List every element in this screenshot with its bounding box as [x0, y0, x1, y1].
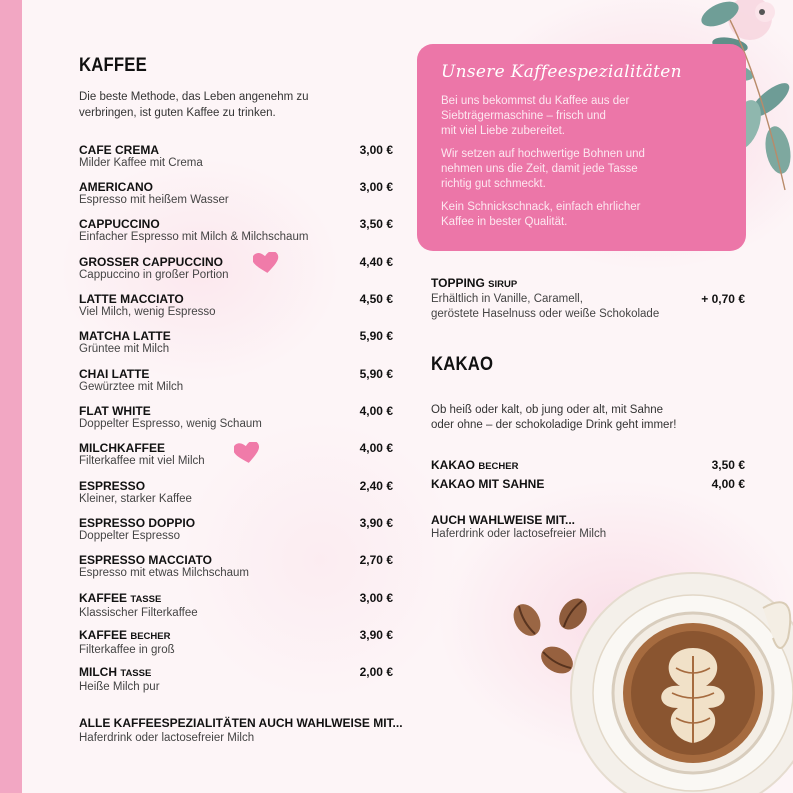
item-name: GROSSER CAPPUCCINO — [79, 255, 224, 269]
item-price: 2,00 € — [359, 665, 393, 679]
item-desc: Filterkaffee in groß — [79, 644, 175, 656]
item-desc: Viel Milch, wenig Espresso — [79, 306, 216, 318]
item-desc: Grüntee mit Milch — [79, 343, 170, 355]
item-name: TOPPING SIRUP — [431, 276, 518, 290]
specials-paragraph: Wir setzen auf hochwertige Bohnen und nehmen uns die Zeit, damit jede Tasse richtig gut schmeckt. — [441, 148, 645, 190]
kaffee-alternatives — [79, 716, 439, 746]
item-name: CAFE CREMA — [79, 143, 159, 157]
menu-item — [79, 143, 395, 170]
kakao-intro-line: oder ohne – der schokoladige Drink geht immer! — [431, 419, 677, 431]
item-desc: Espresso mit etwas Milchschaum — [79, 567, 249, 579]
item-name: AMERICANO — [79, 180, 153, 194]
kaffee-intro — [79, 89, 309, 121]
item-price: 4,00 € — [711, 477, 745, 491]
specials-title: Unsere Kaffeespezialitäten — [441, 62, 682, 82]
item-name: MILCHKAFFEE — [79, 441, 165, 455]
item-price: 4,00 € — [359, 404, 393, 418]
left-pink-stripe — [0, 0, 22, 793]
item-price: 3,90 € — [359, 628, 393, 642]
kakao-heading: KAKAO — [431, 354, 494, 375]
menu-item — [79, 516, 395, 543]
menu-item — [79, 180, 395, 207]
kaffee-intro-line: verbringen, ist guten Kaffee zu trinken. — [79, 107, 276, 119]
alternatives-title: ALLE KAFFEESPEZIALITÄTEN AUCH WAHLWEISE MIT... — [79, 716, 403, 730]
specials-box — [417, 44, 746, 251]
item-name: KAKAO BECHER — [431, 458, 519, 472]
item-price: 4,50 € — [359, 292, 393, 306]
item-price: 4,40 € — [359, 255, 393, 269]
item-name: FLAT WHITE — [79, 404, 151, 418]
menu-item — [79, 553, 395, 580]
kaffee-intro-line: Die beste Methode, das Leben angenehm zu — [79, 91, 309, 103]
kakao-alternatives — [431, 513, 745, 542]
heart-icon — [253, 252, 279, 274]
alternatives-desc: Haferdrink oder lactosefreier Milch — [431, 528, 607, 540]
alternatives-desc: Haferdrink oder lactosefreier Milch — [79, 732, 255, 744]
item-size: SIRUP — [488, 279, 518, 290]
item-name: ESPRESSO MACCIATO — [79, 553, 212, 567]
kakao-intro — [431, 403, 676, 433]
item-price: + 0,70 € — [701, 292, 745, 306]
menu-item — [79, 292, 395, 319]
item-desc: Filterkaffee mit viel Milch — [79, 455, 205, 467]
item-desc: Einfacher Espresso mit Milch & Milchschaum — [79, 231, 309, 243]
item-desc: Gewürztee mit Milch — [79, 381, 184, 393]
menu-item — [431, 477, 745, 491]
item-size: BECHER — [478, 461, 519, 472]
menu-item — [79, 404, 395, 431]
item-desc: Kleiner, starker Kaffee — [79, 493, 192, 505]
item-price: 3,00 € — [359, 143, 393, 157]
menu-item — [79, 217, 395, 244]
item-desc: Heiße Milch pur — [79, 681, 160, 693]
menu-item — [79, 665, 395, 694]
item-desc: Espresso mit heißem Wasser — [79, 194, 229, 206]
item-name: MATCHA LATTE — [79, 329, 171, 343]
item-price: 3,50 € — [711, 458, 745, 472]
item-name: LATTE MACCIATO — [79, 292, 184, 306]
item-desc: Erhältlich in Vanille, Caramell, geröstete Haselnuss oder weiße Schokolade — [431, 293, 660, 320]
item-size: BECHER — [130, 631, 171, 642]
item-price: 3,00 € — [359, 180, 393, 194]
item-name: KAFFEE BECHER — [79, 628, 171, 642]
item-size: TASSE — [120, 668, 152, 679]
item-price: 2,70 € — [359, 553, 393, 567]
item-desc: Doppelter Espresso — [79, 530, 180, 542]
kaffee-heading: KAFFEE — [79, 55, 147, 76]
item-desc: Milder Kaffee mit Crema — [79, 157, 203, 169]
item-name: CHAI LATTE — [79, 367, 150, 381]
item-name: ESPRESSO DOPPIO — [79, 516, 196, 530]
coffee-cup-illustration — [568, 568, 793, 793]
item-price: 5,90 € — [359, 329, 393, 343]
menu-item — [79, 329, 395, 356]
item-desc: Klassischer Filterkaffee — [79, 607, 198, 619]
item-name: MILCH TASSE — [79, 665, 152, 679]
item-desc: Cappuccino in großer Portion — [79, 269, 229, 281]
item-name: ESPRESSO — [79, 479, 146, 493]
menu-item — [79, 591, 395, 620]
alternatives-title: AUCH WAHLWEISE MIT... — [431, 513, 575, 527]
specials-paragraph: Bei uns bekommst du Kaffee aus der Siebträgermaschine – frisch und mit viel Liebe zubereitet. — [441, 95, 630, 137]
menu-item — [79, 479, 395, 506]
item-name: KAKAO MIT SAHNE — [431, 477, 545, 491]
menu-item — [79, 255, 395, 282]
menu-item — [79, 628, 395, 657]
kakao-intro-line: Ob heiß oder kalt, ob jung oder alt, mit Sahne — [431, 404, 664, 416]
topping-item — [431, 276, 745, 322]
item-price: 3,50 € — [359, 217, 393, 231]
item-name: KAFFEE TASSE — [79, 591, 162, 605]
item-desc: Doppelter Espresso, wenig Schaum — [79, 418, 262, 430]
heart-icon — [234, 442, 260, 464]
item-price: 2,40 € — [359, 479, 393, 493]
item-price: 3,90 € — [359, 516, 393, 530]
item-price: 3,00 € — [359, 591, 393, 605]
menu-item — [431, 458, 745, 474]
item-name: CAPPUCCINO — [79, 217, 160, 231]
menu-item — [79, 367, 395, 394]
specials-paragraph: Kein Schnickschnack, einfach ehrlicher Kaffee in bester Qualität. — [441, 201, 641, 228]
item-price: 4,00 € — [359, 441, 393, 455]
item-size: TASSE — [130, 594, 162, 605]
item-price: 5,90 € — [359, 367, 393, 381]
